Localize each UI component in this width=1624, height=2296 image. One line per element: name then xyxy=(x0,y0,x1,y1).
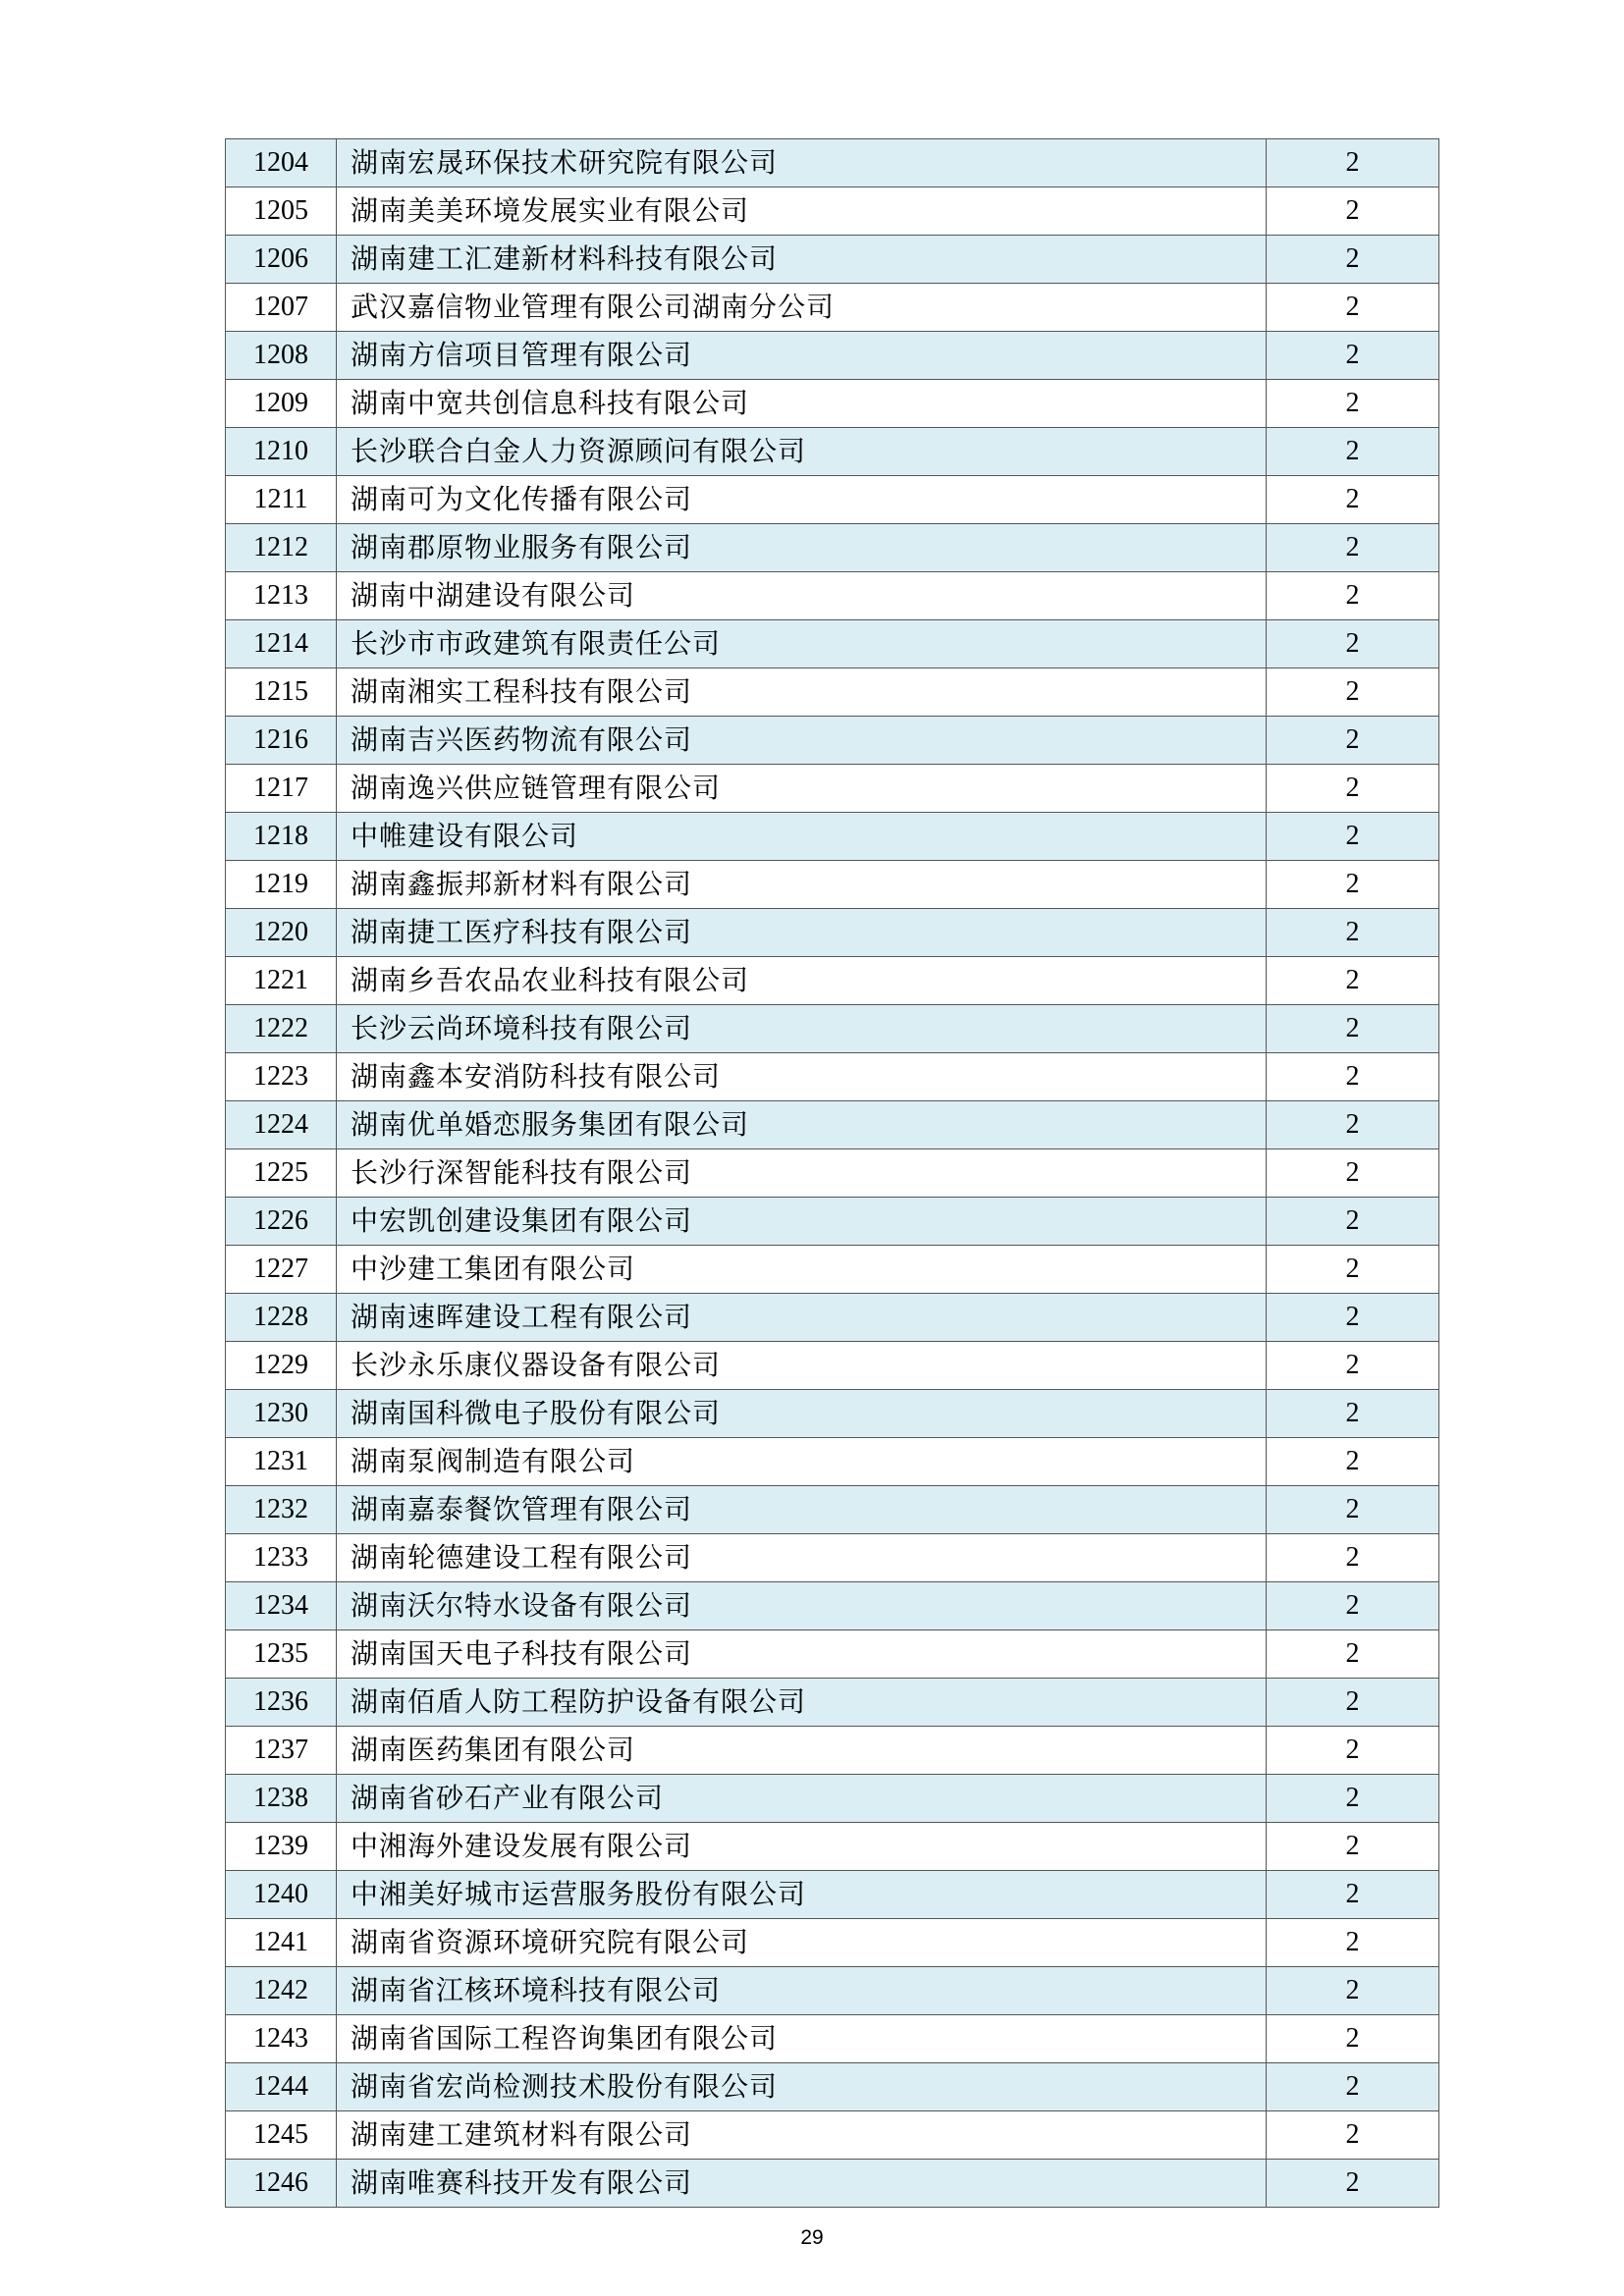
table-row xyxy=(226,1486,1439,1534)
company-name: 湖南泵阀制造有限公司 xyxy=(337,1438,1267,1486)
company-name: 中帷建设有限公司 xyxy=(337,813,1267,861)
company-name: 湖南湘实工程科技有限公司 xyxy=(337,668,1267,717)
table-row xyxy=(226,2111,1439,2160)
company-name: 湖南宏晟环保技术研究院有限公司 xyxy=(337,139,1267,187)
row-number: 1241 xyxy=(226,1919,337,1967)
count-value: 2 xyxy=(1267,1053,1439,1101)
page-number: 29 xyxy=(800,2226,824,2249)
table-row xyxy=(226,1390,1439,1438)
count-value: 2 xyxy=(1267,813,1439,861)
row-number: 1209 xyxy=(226,380,337,428)
company-name: 中湘海外建设发展有限公司 xyxy=(337,1823,1267,1871)
count-value: 2 xyxy=(1267,1390,1439,1438)
row-number: 1243 xyxy=(226,2015,337,2063)
row-number: 1228 xyxy=(226,1294,337,1342)
company-name: 湖南省资源环境研究院有限公司 xyxy=(337,1919,1267,1967)
table-row xyxy=(226,1919,1439,1967)
count-value: 2 xyxy=(1267,1871,1439,1919)
company-name: 中湘美好城市运营服务股份有限公司 xyxy=(337,1871,1267,1919)
row-number: 1239 xyxy=(226,1823,337,1871)
table-row xyxy=(226,139,1439,187)
row-number: 1219 xyxy=(226,861,337,909)
table-row xyxy=(226,1775,1439,1823)
row-number: 1208 xyxy=(226,332,337,380)
row-number: 1240 xyxy=(226,1871,337,1919)
table-row xyxy=(226,1198,1439,1246)
count-value: 2 xyxy=(1267,139,1439,187)
row-number: 1237 xyxy=(226,1727,337,1775)
table-row xyxy=(226,1438,1439,1486)
row-number: 1220 xyxy=(226,909,337,957)
row-number: 1223 xyxy=(226,1053,337,1101)
table-row xyxy=(226,861,1439,909)
count-value: 2 xyxy=(1267,187,1439,236)
table-row xyxy=(226,813,1439,861)
company-name: 湖南优单婚恋服务集团有限公司 xyxy=(337,1101,1267,1149)
table-row xyxy=(226,1582,1439,1630)
count-value: 2 xyxy=(1267,2111,1439,2160)
table-row xyxy=(226,1246,1439,1294)
row-number: 1242 xyxy=(226,1967,337,2015)
company-name: 湖南国科微电子股份有限公司 xyxy=(337,1390,1267,1438)
count-value: 2 xyxy=(1267,284,1439,332)
row-number: 1244 xyxy=(226,2063,337,2111)
table-row xyxy=(226,380,1439,428)
company-name: 湖南佰盾人防工程防护设备有限公司 xyxy=(337,1679,1267,1727)
count-value: 2 xyxy=(1267,1679,1439,1727)
table-row xyxy=(226,1053,1439,1101)
company-name: 湖南嘉泰餐饮管理有限公司 xyxy=(337,1486,1267,1534)
count-value: 2 xyxy=(1267,1149,1439,1198)
table-row xyxy=(226,1679,1439,1727)
row-number: 1212 xyxy=(226,524,337,572)
row-number: 1218 xyxy=(226,813,337,861)
count-value: 2 xyxy=(1267,524,1439,572)
count-value: 2 xyxy=(1267,668,1439,717)
count-value: 2 xyxy=(1267,2015,1439,2063)
company-name: 湖南吉兴医药物流有限公司 xyxy=(337,717,1267,765)
table-row xyxy=(226,1630,1439,1679)
row-number: 1229 xyxy=(226,1342,337,1390)
row-number: 1238 xyxy=(226,1775,337,1823)
row-number: 1214 xyxy=(226,620,337,668)
row-number: 1246 xyxy=(226,2160,337,2208)
company-name: 湖南省砂石产业有限公司 xyxy=(337,1775,1267,1823)
table-row xyxy=(226,524,1439,572)
row-number: 1235 xyxy=(226,1630,337,1679)
company-name: 湖南省江核环境科技有限公司 xyxy=(337,1967,1267,2015)
table-row xyxy=(226,1005,1439,1053)
row-number: 1213 xyxy=(226,572,337,620)
company-name: 湖南国天电子科技有限公司 xyxy=(337,1630,1267,1679)
table-row xyxy=(226,620,1439,668)
table-row xyxy=(226,2015,1439,2063)
table-row xyxy=(226,717,1439,765)
table-row xyxy=(226,476,1439,524)
company-name: 湖南逸兴供应链管理有限公司 xyxy=(337,765,1267,813)
row-number: 1225 xyxy=(226,1149,337,1198)
table-row xyxy=(226,2063,1439,2111)
count-value: 2 xyxy=(1267,1582,1439,1630)
company-name: 湖南鑫振邦新材料有限公司 xyxy=(337,861,1267,909)
table-row xyxy=(226,1871,1439,1919)
company-name: 湖南速晖建设工程有限公司 xyxy=(337,1294,1267,1342)
table-row xyxy=(226,572,1439,620)
row-number: 1234 xyxy=(226,1582,337,1630)
count-value: 2 xyxy=(1267,1005,1439,1053)
count-value: 2 xyxy=(1267,1775,1439,1823)
table-row xyxy=(226,428,1439,476)
company-name: 湖南美美环境发展实业有限公司 xyxy=(337,187,1267,236)
table-row xyxy=(226,236,1439,284)
table-row xyxy=(226,668,1439,717)
table-row xyxy=(226,187,1439,236)
table-row xyxy=(226,909,1439,957)
row-number: 1245 xyxy=(226,2111,337,2160)
company-name: 长沙联合白金人力资源顾问有限公司 xyxy=(337,428,1267,476)
count-value: 2 xyxy=(1267,1294,1439,1342)
company-name: 湖南省宏尚检测技术股份有限公司 xyxy=(337,2063,1267,2111)
row-number: 1226 xyxy=(226,1198,337,1246)
row-number: 1233 xyxy=(226,1534,337,1582)
company-table xyxy=(225,138,1439,2208)
company-name: 湖南方信项目管理有限公司 xyxy=(337,332,1267,380)
count-value: 2 xyxy=(1267,1534,1439,1582)
table-row xyxy=(226,1342,1439,1390)
row-number: 1224 xyxy=(226,1101,337,1149)
count-value: 2 xyxy=(1267,765,1439,813)
count-value: 2 xyxy=(1267,957,1439,1005)
table-row xyxy=(226,957,1439,1005)
row-number: 1215 xyxy=(226,668,337,717)
row-number: 1205 xyxy=(226,187,337,236)
company-name: 湖南中宽共创信息科技有限公司 xyxy=(337,380,1267,428)
count-value: 2 xyxy=(1267,2063,1439,2111)
count-value: 2 xyxy=(1267,1198,1439,1246)
row-number: 1230 xyxy=(226,1390,337,1438)
table-row xyxy=(226,1149,1439,1198)
table-row xyxy=(226,1823,1439,1871)
count-value: 2 xyxy=(1267,572,1439,620)
row-number: 1232 xyxy=(226,1486,337,1534)
row-number: 1227 xyxy=(226,1246,337,1294)
company-table-body xyxy=(226,139,1439,2208)
company-name: 湖南唯赛科技开发有限公司 xyxy=(337,2160,1267,2208)
table-row xyxy=(226,332,1439,380)
count-value: 2 xyxy=(1267,861,1439,909)
count-value: 2 xyxy=(1267,380,1439,428)
row-number: 1231 xyxy=(226,1438,337,1486)
count-value: 2 xyxy=(1267,1101,1439,1149)
table-row xyxy=(226,1294,1439,1342)
count-value: 2 xyxy=(1267,1486,1439,1534)
table-row xyxy=(226,1727,1439,1775)
company-name: 湖南乡吾农品农业科技有限公司 xyxy=(337,957,1267,1005)
company-name: 中宏凯创建设集团有限公司 xyxy=(337,1198,1267,1246)
count-value: 2 xyxy=(1267,476,1439,524)
count-value: 2 xyxy=(1267,332,1439,380)
company-name: 湖南可为文化传播有限公司 xyxy=(337,476,1267,524)
count-value: 2 xyxy=(1267,2160,1439,2208)
row-number: 1221 xyxy=(226,957,337,1005)
company-name: 湖南沃尔特水设备有限公司 xyxy=(337,1582,1267,1630)
count-value: 2 xyxy=(1267,1438,1439,1486)
company-name: 湖南省国际工程咨询集团有限公司 xyxy=(337,2015,1267,2063)
company-name: 湖南轮德建设工程有限公司 xyxy=(337,1534,1267,1582)
company-name: 湖南中湖建设有限公司 xyxy=(337,572,1267,620)
company-name: 长沙云尚环境科技有限公司 xyxy=(337,1005,1267,1053)
count-value: 2 xyxy=(1267,1823,1439,1871)
count-value: 2 xyxy=(1267,909,1439,957)
count-value: 2 xyxy=(1267,236,1439,284)
table-row xyxy=(226,1967,1439,2015)
count-value: 2 xyxy=(1267,1727,1439,1775)
row-number: 1217 xyxy=(226,765,337,813)
company-name: 湖南鑫本安消防科技有限公司 xyxy=(337,1053,1267,1101)
company-name: 长沙行深智能科技有限公司 xyxy=(337,1149,1267,1198)
row-number: 1206 xyxy=(226,236,337,284)
count-value: 2 xyxy=(1267,428,1439,476)
row-number: 1204 xyxy=(226,139,337,187)
count-value: 2 xyxy=(1267,1967,1439,2015)
company-name: 湖南捷工医疗科技有限公司 xyxy=(337,909,1267,957)
company-name: 湖南郡原物业服务有限公司 xyxy=(337,524,1267,572)
count-value: 2 xyxy=(1267,717,1439,765)
table-row xyxy=(226,765,1439,813)
row-number: 1216 xyxy=(226,717,337,765)
table-row xyxy=(226,284,1439,332)
company-name: 武汉嘉信物业管理有限公司湖南分公司 xyxy=(337,284,1267,332)
row-number: 1211 xyxy=(226,476,337,524)
table-row xyxy=(226,1101,1439,1149)
company-name: 湖南建工汇建新材料科技有限公司 xyxy=(337,236,1267,284)
row-number: 1236 xyxy=(226,1679,337,1727)
company-name: 中沙建工集团有限公司 xyxy=(337,1246,1267,1294)
count-value: 2 xyxy=(1267,1246,1439,1294)
table-row xyxy=(226,1534,1439,1582)
row-number: 1207 xyxy=(226,284,337,332)
count-value: 2 xyxy=(1267,1630,1439,1679)
company-name: 长沙永乐康仪器设备有限公司 xyxy=(337,1342,1267,1390)
count-value: 2 xyxy=(1267,1342,1439,1390)
company-name: 湖南医药集团有限公司 xyxy=(337,1727,1267,1775)
row-number: 1210 xyxy=(226,428,337,476)
company-name: 长沙市市政建筑有限责任公司 xyxy=(337,620,1267,668)
company-name: 湖南建工建筑材料有限公司 xyxy=(337,2111,1267,2160)
row-number: 1222 xyxy=(226,1005,337,1053)
count-value: 2 xyxy=(1267,620,1439,668)
table-row xyxy=(226,2160,1439,2208)
count-value: 2 xyxy=(1267,1919,1439,1967)
